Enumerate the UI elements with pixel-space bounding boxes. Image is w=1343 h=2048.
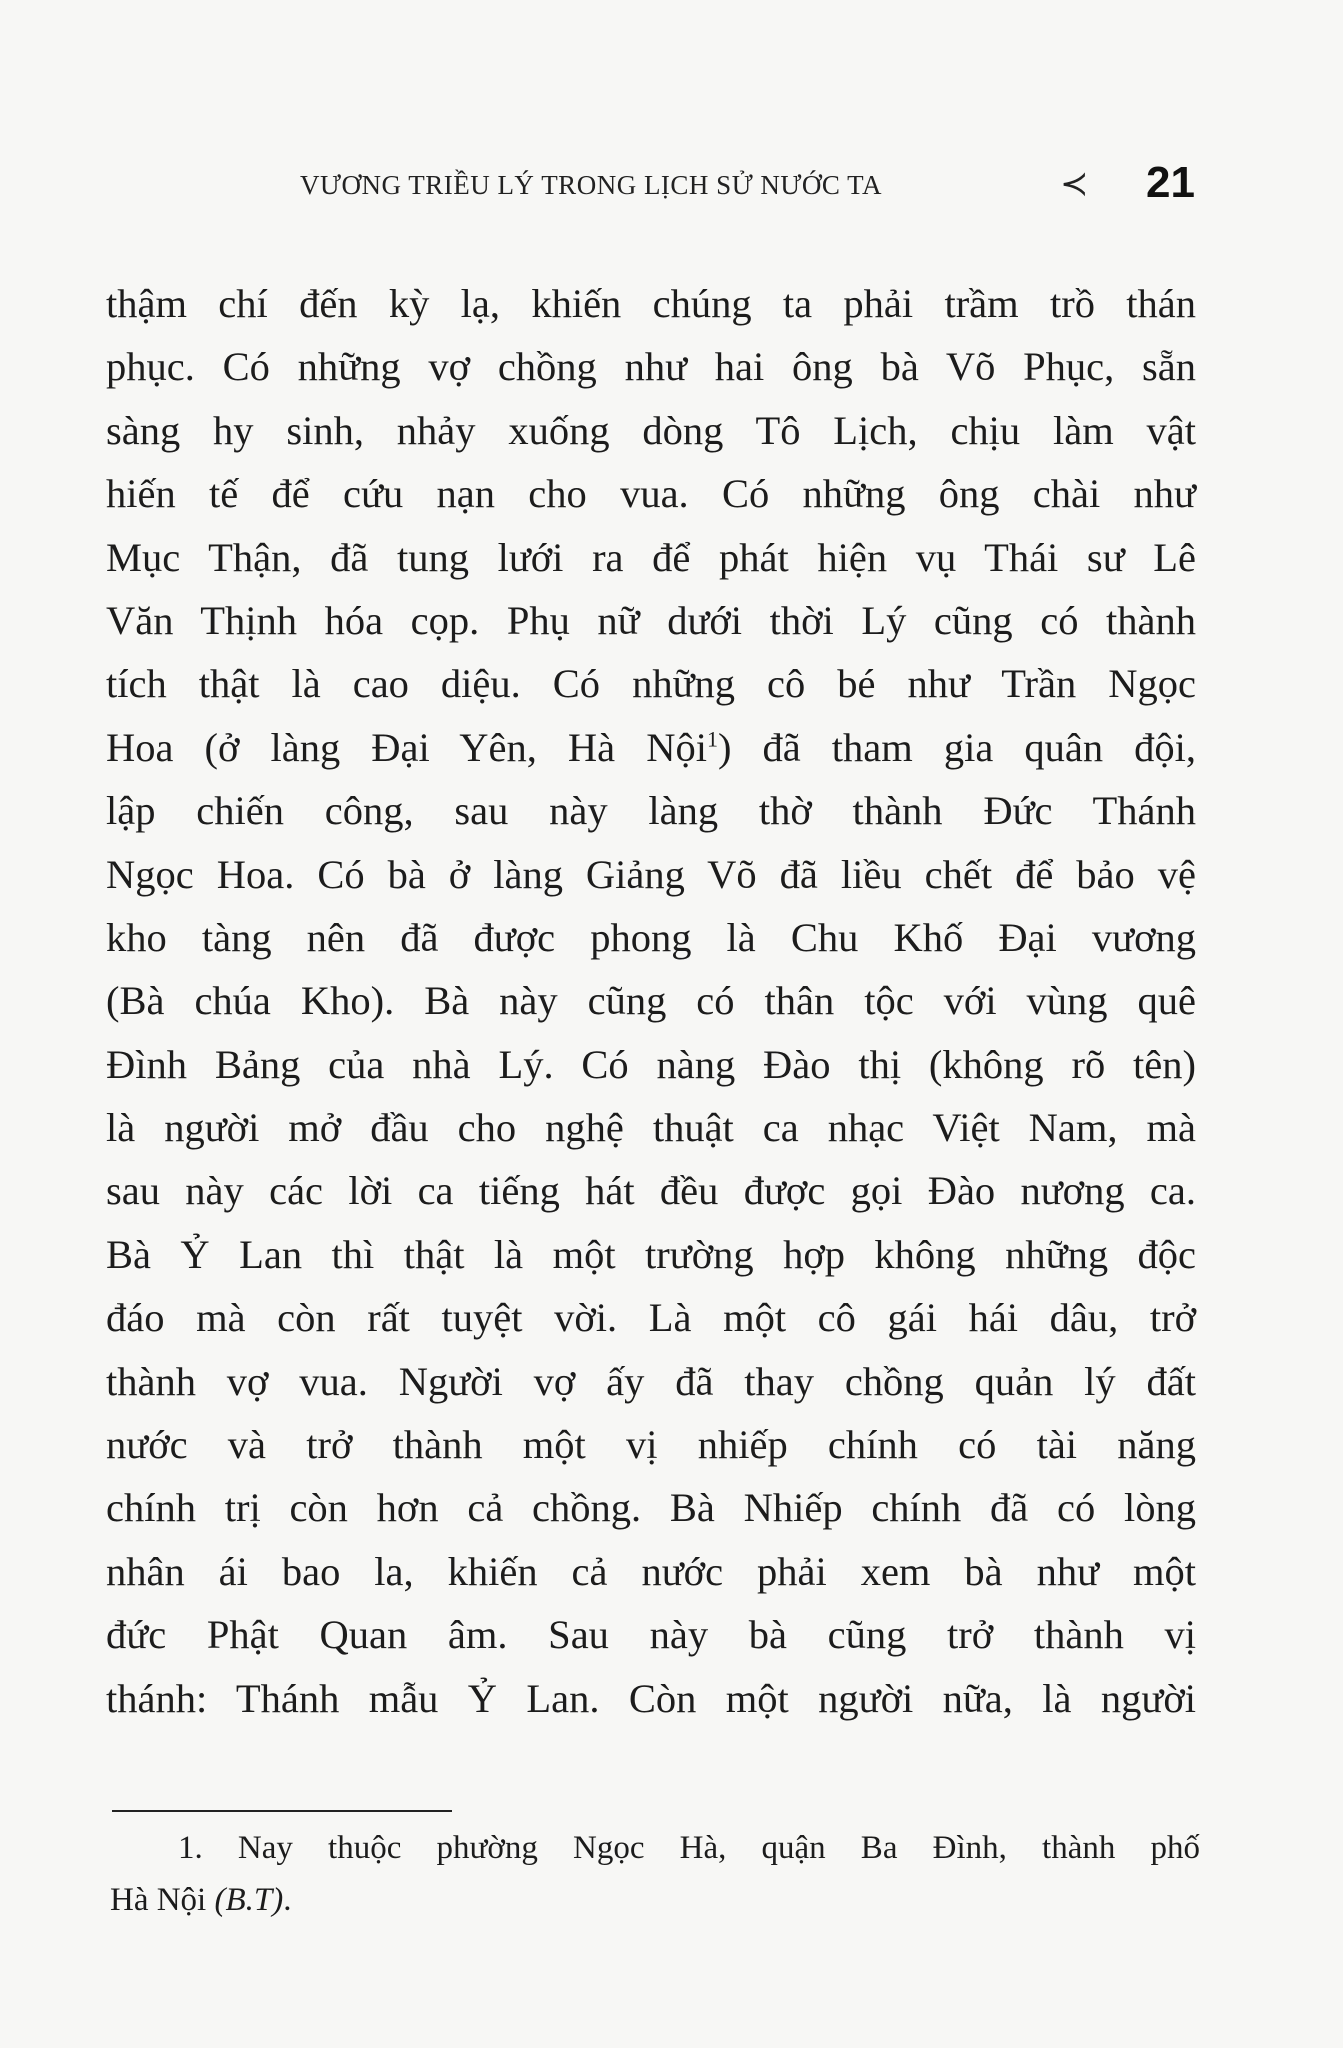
text-segment: ) đã tham gia quân đội, [717,724,1196,770]
text-line: (Bà chúa Kho). Bà này cũng có thân tộc với vùng quê [106,978,1196,1024]
text-line: Đình Bảng của nhà Lý. Có nàng Đào thị (không rõ tên) [106,1041,1196,1087]
body-text [106,272,1196,1730]
running-head-marker-icon: ≺ [1060,164,1089,204]
page-number: 21 [1146,158,1195,207]
text-line: Ngọc Hoa. Có bà ở làng Giảng Võ đã liều chết để bảo vệ [106,851,1196,897]
text-line: đức Phật Quan âm. Sau này bà cũng trở thành vị [106,1612,1196,1658]
text-line: sau này các lời ca tiếng hát đều được gọi Đào nương ca. [106,1168,1196,1214]
footnote-divider [112,1810,452,1812]
footnote-line: 1. Nay thuộc phường Ngọc Hà, quận Ba Đình, thành phố [178,1830,1200,1866]
text-line: là người mở đầu cho nghệ thuật ca nhạc Việt Nam, mà [106,1105,1196,1151]
text-line: thánh: Thánh mẫu Ỷ Lan. Còn một người nữa, là người [106,1675,1196,1721]
text-line: thậm chí đến kỳ lạ, khiến chúng ta phải trầm trồ thán [106,281,1196,326]
text-line: nước và trở thành một vị nhiếp chính có tài năng [106,1422,1196,1468]
text-line: hiến tế để cứu nạn cho vua. Có những ông chài như [106,471,1196,517]
footnote-period: . [283,1882,292,1918]
text-line: Văn Thịnh hóa cọp. Phụ nữ dưới thời Lý cũng có thành [106,597,1196,643]
footnote-line [110,1874,1200,1926]
running-head-title: VƯƠNG TRIỀU LÝ TRONG LỊCH SỬ NƯỚC TA [300,170,882,200]
footnote-text: Hà Nội [110,1882,215,1918]
text-line-with-footnote-ref [106,716,1196,779]
text-line: Bà Ỷ Lan thì thật là một trường hợp không những độc [106,1231,1196,1277]
text-line: lập chiến công, sau này làng thờ thành Đức Thánh [106,788,1196,834]
footnote-reference[interactable]: 1 [706,726,718,752]
text-line: nhân ái bao la, khiến cả nước phải xem bà như một [106,1548,1196,1594]
text-line: thành vợ vua. Người vợ ấy đã thay chồng quản lý đất [106,1358,1196,1404]
text-line: phục. Có những vợ chồng như hai ông bà Võ Phục, sẵn [106,344,1196,390]
text-line: kho tàng nên đã được phong là Chu Khố Đại vương [106,914,1196,960]
text-line: sàng hy sinh, nhảy xuống dòng Tô Lịch, chịu làm vật [106,407,1196,453]
footnote-source-tag: (B.T) [214,1882,284,1918]
running-head [300,158,1200,218]
text-line: chính trị còn hơn cả chồng. Bà Nhiếp chính đã có lòng [106,1485,1196,1531]
text-line: đáo mà còn rất tuyệt vời. Là một cô gái hái dâu, trở [106,1295,1196,1341]
text-line: Mục Thận, đã tung lưới ra để phát hiện vụ Thái sư Lê [106,534,1196,580]
text-segment: Hoa (ở làng Đại Yên, Hà Nội [106,724,707,770]
footnote [110,1822,1200,1926]
text-line: tích thật là cao diệu. Có những cô bé như Trần Ngọc [106,661,1196,707]
